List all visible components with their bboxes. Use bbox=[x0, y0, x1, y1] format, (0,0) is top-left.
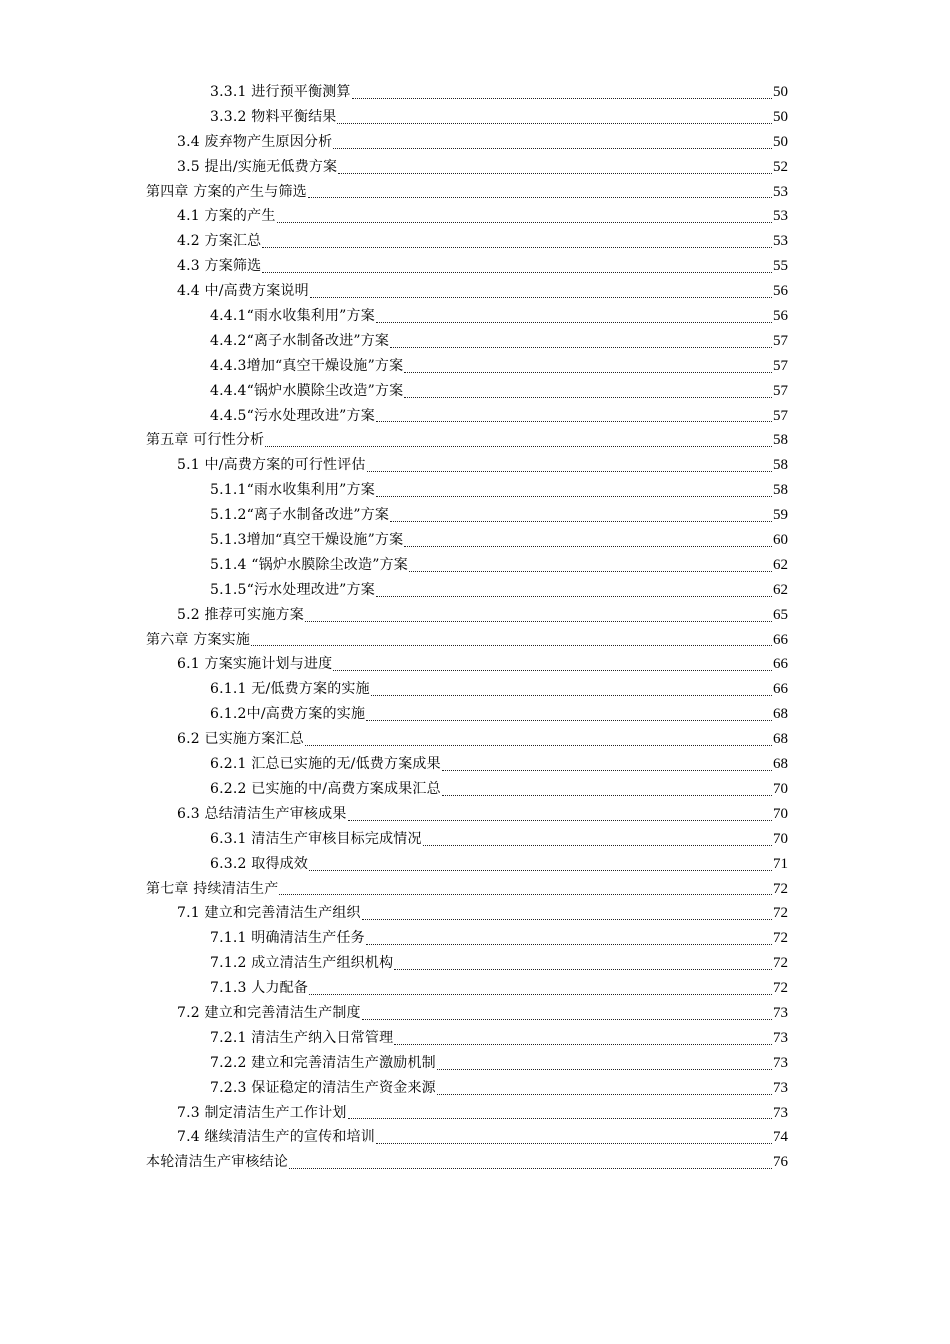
toc-entry[interactable] bbox=[0, 578, 950, 603]
toc-entry-title: 7.4 继续清洁生产的宣传和培训 bbox=[177, 1129, 375, 1146]
dot-leader bbox=[309, 994, 772, 995]
toc-entry[interactable] bbox=[0, 428, 950, 453]
dot-leader bbox=[362, 919, 772, 920]
toc-entry[interactable] bbox=[0, 553, 950, 578]
toc-entry[interactable] bbox=[0, 1125, 950, 1150]
toc-page-number: 60 bbox=[773, 532, 788, 549]
toc-page-number: 56 bbox=[773, 308, 788, 325]
dot-leader bbox=[348, 820, 772, 821]
dot-leader bbox=[338, 173, 772, 174]
toc-entry[interactable] bbox=[0, 802, 950, 827]
dot-leader bbox=[251, 645, 772, 646]
toc-entry-line bbox=[210, 752, 788, 777]
dot-leader bbox=[308, 197, 772, 198]
toc-entry-title: 第五章 可行性分析 bbox=[146, 432, 265, 449]
toc-page-number: 74 bbox=[773, 1129, 788, 1146]
toc-entry-line bbox=[177, 155, 788, 180]
toc-entry-line bbox=[146, 428, 788, 453]
toc-entry-title: 6.2 已实施方案汇总 bbox=[177, 731, 304, 748]
dot-leader bbox=[333, 148, 772, 149]
toc-page-number: 50 bbox=[773, 108, 788, 125]
toc-page-number: 50 bbox=[773, 133, 788, 150]
toc-page-number: 73 bbox=[773, 1029, 788, 1046]
toc-page-number: 58 bbox=[773, 457, 788, 474]
toc-entry[interactable] bbox=[0, 453, 950, 478]
toc-entry-title: 7.1.1 明确清洁生产任务 bbox=[210, 930, 365, 947]
dot-leader bbox=[409, 571, 772, 572]
toc-entry-line bbox=[210, 976, 788, 1001]
toc-entry[interactable] bbox=[0, 1051, 950, 1076]
dot-leader bbox=[289, 1168, 772, 1169]
toc-entry-line bbox=[177, 204, 788, 229]
dot-leader bbox=[442, 795, 772, 796]
dot-leader bbox=[366, 720, 772, 721]
toc-entry-line bbox=[210, 105, 788, 130]
toc-entry[interactable] bbox=[0, 702, 950, 727]
toc-page-number: 73 bbox=[773, 1054, 788, 1071]
toc-entry-line bbox=[210, 926, 788, 951]
dot-leader bbox=[404, 372, 772, 373]
toc-page-number: 70 bbox=[773, 830, 788, 847]
dot-leader bbox=[394, 969, 772, 970]
dot-leader bbox=[309, 870, 772, 871]
toc-entry-line bbox=[177, 603, 788, 628]
toc-entry-title: 5.1.2“离子水制备改进”方案 bbox=[210, 507, 390, 524]
toc-entry-title: 7.2 建立和完善清洁生产制度 bbox=[177, 1004, 361, 1021]
toc-entry[interactable] bbox=[0, 976, 950, 1001]
toc-entry-line bbox=[177, 130, 788, 155]
toc-entry-line bbox=[210, 503, 788, 528]
toc-entry-title: 4.4 中/高费方案说明 bbox=[177, 283, 309, 300]
toc-entry-line bbox=[177, 652, 788, 677]
toc-entry-title: 7.2.2 建立和完善清洁生产激励机制 bbox=[210, 1054, 436, 1071]
toc-entry-line bbox=[177, 1001, 788, 1026]
toc-page-number: 65 bbox=[773, 606, 788, 623]
toc-entry-title: 第七章 持续清洁生产 bbox=[146, 880, 279, 897]
toc-entry[interactable] bbox=[0, 155, 950, 180]
dot-leader bbox=[376, 322, 772, 323]
toc-entry[interactable] bbox=[0, 1026, 950, 1051]
toc-entry-title: 本轮清洁生产审核结论 bbox=[146, 1154, 288, 1171]
toc-entry[interactable] bbox=[0, 877, 950, 902]
toc-entry-line bbox=[210, 777, 788, 802]
toc-entry-title: 5.1.3增加“真空干燥设施”方案 bbox=[210, 532, 404, 549]
dot-leader bbox=[437, 1094, 772, 1095]
toc-entry-line bbox=[210, 578, 788, 603]
toc-entry-title: 5.1.1“雨水收集利用”方案 bbox=[210, 482, 375, 499]
toc-page-number: 71 bbox=[773, 855, 788, 872]
toc-entry-title: 第六章 方案实施 bbox=[146, 631, 251, 648]
toc-entry-title: 4.4.3增加“真空干燥设施”方案 bbox=[210, 357, 404, 374]
toc-entry-line bbox=[177, 453, 788, 478]
toc-entry-title: 3.3.2 物料平衡结果 bbox=[210, 108, 337, 125]
toc-entry-title: 4.4.2“离子水制备改进”方案 bbox=[210, 332, 390, 349]
toc-page-number: 73 bbox=[773, 1079, 788, 1096]
toc-entry[interactable] bbox=[0, 379, 950, 404]
toc-entry-line bbox=[146, 180, 788, 205]
toc-entry[interactable] bbox=[0, 80, 950, 105]
dot-leader bbox=[376, 596, 772, 597]
toc-entry-line bbox=[210, 951, 788, 976]
dot-leader bbox=[404, 397, 772, 398]
toc-entry-line bbox=[177, 802, 788, 827]
toc-entry-title: 第四章 方案的产生与筛选 bbox=[146, 183, 307, 200]
toc-page-number: 68 bbox=[773, 706, 788, 723]
toc-page-number: 70 bbox=[773, 780, 788, 797]
toc-entry-title: 6.2.1 汇总已实施的无/低费方案成果 bbox=[210, 756, 441, 773]
dot-leader bbox=[352, 98, 772, 99]
dot-leader bbox=[265, 446, 772, 447]
dot-leader bbox=[423, 845, 772, 846]
toc-entry-line bbox=[146, 1150, 788, 1175]
toc-entry[interactable] bbox=[0, 1150, 950, 1175]
toc-entry-line bbox=[177, 1101, 788, 1126]
toc-entry-title: 3.3.1 进行预平衡测算 bbox=[210, 84, 351, 100]
toc-entry-line bbox=[210, 404, 788, 429]
toc-entry[interactable] bbox=[0, 1001, 950, 1026]
toc-page-number: 55 bbox=[773, 258, 788, 275]
toc-entry-line bbox=[177, 229, 788, 254]
toc-entry-line bbox=[177, 1125, 788, 1150]
toc-entry-title: 4.2 方案汇总 bbox=[177, 233, 262, 250]
toc-entry-line bbox=[210, 80, 788, 105]
toc-entry[interactable] bbox=[0, 926, 950, 951]
toc-entry[interactable] bbox=[0, 852, 950, 877]
toc-entry-line bbox=[210, 304, 788, 329]
dot-leader bbox=[333, 670, 772, 671]
toc-page-number: 57 bbox=[773, 407, 788, 424]
toc-entry-title: 7.2.1 清洁生产纳入日常管理 bbox=[210, 1029, 394, 1046]
toc-entry[interactable] bbox=[0, 603, 950, 628]
toc-page-number: 53 bbox=[773, 208, 788, 225]
toc-entry-title: 6.1 方案实施计划与进度 bbox=[177, 656, 333, 673]
toc-page-number: 57 bbox=[773, 357, 788, 374]
toc-page-number: 66 bbox=[773, 656, 788, 673]
toc-entry-title: 6.1.2中/高费方案的实施 bbox=[210, 706, 366, 723]
toc-entry[interactable] bbox=[0, 229, 950, 254]
toc-entry-line bbox=[210, 1051, 788, 1076]
toc-entry-line bbox=[210, 379, 788, 404]
toc-page-number: 59 bbox=[773, 507, 788, 524]
toc-entry-title: 4.1 方案的产生 bbox=[177, 208, 276, 225]
toc-page-number: 73 bbox=[773, 1004, 788, 1021]
toc-page-number: 72 bbox=[773, 930, 788, 947]
toc-page-number: 72 bbox=[773, 880, 788, 897]
toc-entry-title: 7.1.2 成立清洁生产组织机构 bbox=[210, 955, 394, 972]
toc-page-number: 52 bbox=[773, 158, 788, 175]
toc-page-number: 66 bbox=[773, 681, 788, 698]
toc-entry-line bbox=[210, 1026, 788, 1051]
toc-entry[interactable] bbox=[0, 752, 950, 777]
toc-entry[interactable] bbox=[0, 404, 950, 429]
dot-leader bbox=[366, 944, 772, 945]
toc-page-number: 53 bbox=[773, 183, 788, 200]
dot-leader bbox=[390, 521, 772, 522]
toc-page-number: 72 bbox=[773, 905, 788, 922]
dot-leader bbox=[371, 695, 772, 696]
toc-page-number: 68 bbox=[773, 756, 788, 773]
toc-entry[interactable] bbox=[0, 105, 950, 130]
dot-leader bbox=[362, 1019, 772, 1020]
toc-entry-line bbox=[177, 279, 788, 304]
toc-page-number: 53 bbox=[773, 233, 788, 250]
toc-entry[interactable] bbox=[0, 478, 950, 503]
toc-page-number: 57 bbox=[773, 332, 788, 349]
toc-page-number: 58 bbox=[773, 432, 788, 449]
toc-page-number: 70 bbox=[773, 805, 788, 822]
dot-leader bbox=[442, 770, 772, 771]
toc-entry-line bbox=[146, 628, 788, 653]
toc-entry-title: 6.1.1 无/低费方案的实施 bbox=[210, 681, 370, 698]
toc-entry-line bbox=[210, 354, 788, 379]
toc-entry[interactable] bbox=[0, 1076, 950, 1101]
toc-entry[interactable] bbox=[0, 204, 950, 229]
toc-entry-line bbox=[146, 877, 788, 902]
toc-entry-title: 7.2.3 保证稳定的清洁生产资金来源 bbox=[210, 1079, 436, 1096]
toc-entry-line bbox=[177, 901, 788, 926]
dot-leader bbox=[337, 123, 772, 124]
toc-entry[interactable] bbox=[0, 901, 950, 926]
toc-entry-title: 6.3.1 清洁生产审核目标完成情况 bbox=[210, 830, 422, 847]
toc-page-number: 58 bbox=[773, 482, 788, 499]
toc-entry-title: 4.4.5“污水处理改进”方案 bbox=[210, 407, 375, 424]
toc-entry-line bbox=[210, 553, 788, 578]
toc-entry[interactable] bbox=[0, 180, 950, 205]
toc-entry-line bbox=[177, 254, 788, 279]
toc-page-number: 68 bbox=[773, 731, 788, 748]
toc-entry-line bbox=[210, 702, 788, 727]
toc-entry-title: 6.3 总结清洁生产审核成果 bbox=[177, 805, 347, 822]
toc-page-number: 72 bbox=[773, 955, 788, 972]
toc-entry-line bbox=[210, 677, 788, 702]
toc-entry-title: 7.1.3 人力配备 bbox=[210, 980, 309, 997]
toc-entry-title: 5.1.4 “锅炉水膜除尘改造”方案 bbox=[210, 556, 408, 573]
table-of-contents bbox=[0, 80, 950, 1175]
dot-leader bbox=[376, 496, 772, 497]
toc-entry[interactable] bbox=[0, 354, 950, 379]
toc-page-number: 57 bbox=[773, 382, 788, 399]
dot-leader bbox=[376, 1143, 772, 1144]
dot-leader bbox=[277, 222, 772, 223]
toc-entry-title: 6.2.2 已实施的中/高费方案成果汇总 bbox=[210, 780, 441, 797]
toc-entry-line bbox=[177, 727, 788, 752]
toc-page-number: 72 bbox=[773, 980, 788, 997]
dot-leader bbox=[348, 1118, 772, 1119]
toc-page-number: 62 bbox=[773, 556, 788, 573]
toc-entry[interactable] bbox=[0, 628, 950, 653]
toc-entry-title: 7.1 建立和完善清洁生产组织 bbox=[177, 905, 361, 922]
toc-entry-line bbox=[210, 329, 788, 354]
toc-entry[interactable] bbox=[0, 777, 950, 802]
toc-page-number: 73 bbox=[773, 1104, 788, 1121]
toc-entry[interactable] bbox=[0, 827, 950, 852]
dot-leader bbox=[305, 621, 772, 622]
dot-leader bbox=[262, 272, 772, 273]
toc-entry-title: 4.4.1“雨水收集利用”方案 bbox=[210, 308, 375, 325]
toc-entry-title: 6.3.2 取得成效 bbox=[210, 855, 309, 872]
dot-leader bbox=[376, 421, 772, 422]
toc-entry[interactable] bbox=[0, 951, 950, 976]
toc-entry-line bbox=[210, 1076, 788, 1101]
dot-leader bbox=[394, 1044, 772, 1045]
toc-entry[interactable] bbox=[0, 304, 950, 329]
toc-page-number: 50 bbox=[773, 84, 788, 100]
toc-entry-title: 3.5 提出/实施无低费方案 bbox=[177, 158, 338, 175]
toc-page-number: 62 bbox=[773, 581, 788, 598]
toc-entry[interactable] bbox=[0, 528, 950, 553]
toc-entry[interactable] bbox=[0, 727, 950, 752]
toc-entry[interactable] bbox=[0, 130, 950, 155]
toc-entry-line bbox=[210, 827, 788, 852]
dot-leader bbox=[305, 745, 772, 746]
toc-entry-title: 4.4.4“锅炉水膜除尘改造”方案 bbox=[210, 382, 404, 399]
toc-entry-title: 5.2 推荐可实施方案 bbox=[177, 606, 304, 623]
toc-entry[interactable] bbox=[0, 279, 950, 304]
dot-leader bbox=[367, 471, 772, 472]
toc-entry-title: 7.3 制定清洁生产工作计划 bbox=[177, 1104, 347, 1121]
toc-entry-title: 3.4 废弃物产生原因分析 bbox=[177, 133, 333, 150]
dot-leader bbox=[262, 247, 772, 248]
dot-leader bbox=[404, 546, 772, 547]
toc-entry-line bbox=[210, 852, 788, 877]
toc-entry[interactable] bbox=[0, 254, 950, 279]
dot-leader bbox=[279, 894, 772, 895]
dot-leader bbox=[390, 347, 772, 348]
toc-entry[interactable] bbox=[0, 503, 950, 528]
dot-leader bbox=[437, 1069, 772, 1070]
toc-entry[interactable] bbox=[0, 329, 950, 354]
toc-entry[interactable] bbox=[0, 677, 950, 702]
toc-page-number: 56 bbox=[773, 283, 788, 300]
toc-entry-line bbox=[210, 478, 788, 503]
toc-page-number: 76 bbox=[773, 1154, 788, 1171]
toc-entry[interactable] bbox=[0, 1101, 950, 1126]
toc-page-number: 66 bbox=[773, 631, 788, 648]
toc-entry-title: 5.1 中/高费方案的可行性评估 bbox=[177, 457, 366, 474]
toc-entry-title: 4.3 方案筛选 bbox=[177, 258, 262, 275]
toc-entry[interactable] bbox=[0, 652, 950, 677]
toc-entry-title: 5.1.5“污水处理改进”方案 bbox=[210, 581, 375, 598]
toc-entry-line bbox=[210, 528, 788, 553]
dot-leader bbox=[310, 297, 772, 298]
